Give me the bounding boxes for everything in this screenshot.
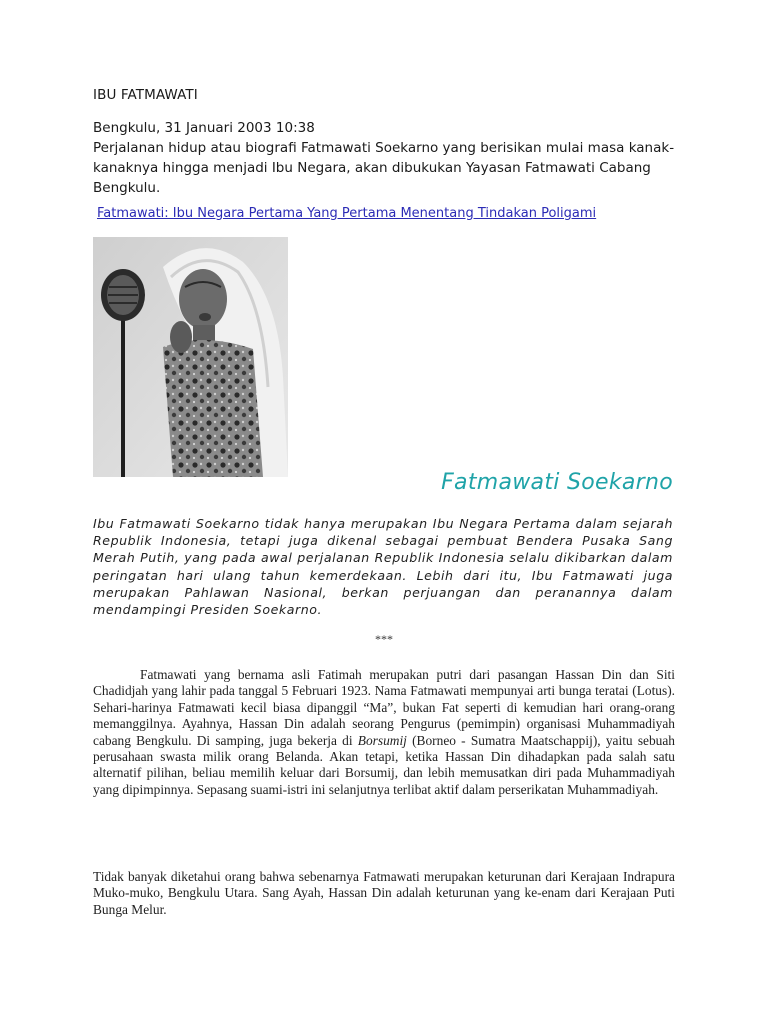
portrait-photo-graphic xyxy=(93,237,288,477)
section-heading: Fatmawati Soekarno xyxy=(441,470,673,495)
article-meta xyxy=(93,118,693,198)
body-paragraph-2: Tidak banyak diketahui orang bahwa sebenarnya Fatmawati merupakan keturunan dari Kerajaan Indrapura Muko-muko, Bengkulu Utara. Sang Ayah, Hassan Din adalah keturunan yang ke-enam dari Kerajaan Puti Bunga Melur. xyxy=(93,869,675,917)
portrait-photo xyxy=(93,237,288,477)
body-paragraph-1 xyxy=(93,667,675,798)
separator: *** xyxy=(375,632,393,646)
summary-text: Perjalanan hidup atau biografi Fatmawati Soekarno yang berisikan mulai masa kanak-kanaknya hingga menjadi Ibu Negara, akan dibukukan Yayasan Fatmawati Cabang Bengkulu. xyxy=(93,140,675,196)
intro-paragraph: Ibu Fatmawati Soekarno tidak hanya merupakan Ibu Negara Pertama dalam sejarah Republik Indonesia, tetapi juga dikenal sebagai pembuat Bendera Pusaka Sang Merah Putih, yang pada awal perjalanan Republik Indonesia selalu dikibarkan dalam peringatan hari ulang tahun kemerdekaan. Lebih dari itu, Ibu Fatmawati juga merupakan Pahlawan Nasional, berkan perjuangan dan peranannya dalam mendampingi Presiden Soekarno. xyxy=(93,516,673,618)
body-paragraph-1-italic: Borsumij xyxy=(357,732,407,748)
body-paragraph-1-text-b: (Borneo - Sumatra Maatschappij), yaitu sebuah perusahaan swasta milik orang Belanda. Akan tetapi, ketika Hassan Din dihadapkan pada salah satu alternatif pilihan, beliau memilih keluar dari Borsumij, dan lebih memusatkan diri pada Muhammadiyah yang dipimpinnya. Sepasang suami-istri ini selanjutnya terlibat aktif dalam perserikatan Muhammadiyah. xyxy=(93,732,675,797)
dateline: Bengkulu, 31 Januari 2003 10:38 xyxy=(93,120,315,136)
body-paragraph-1-text-a: Fatmawati yang bernama asli Fatimah merupakan putri dari pasangan Hassan Din dan Siti Chadidjah yang lahir pada tanggal 5 Februari 1923. Nama Fatmawati mempunyai arti bunga teratai (Lotus). Sehari-harinya Fatmawati kecil biasa dipanggil “Ma”, bukan Fat seperti di kemudian hari orang-orang memanggilnya. Ayahnya, Hassan Din adalah seorang Pengurus (pemimpin) organisasi Muhammadiyah cabang Bengkulu. Di samping, juga bekerja di xyxy=(93,667,675,748)
document-title: IBU FATMAWATI xyxy=(93,87,198,103)
related-article-link[interactable]: Fatmawati: Ibu Negara Pertama Yang Pertama Menentang Tindakan Poligami xyxy=(97,206,597,221)
